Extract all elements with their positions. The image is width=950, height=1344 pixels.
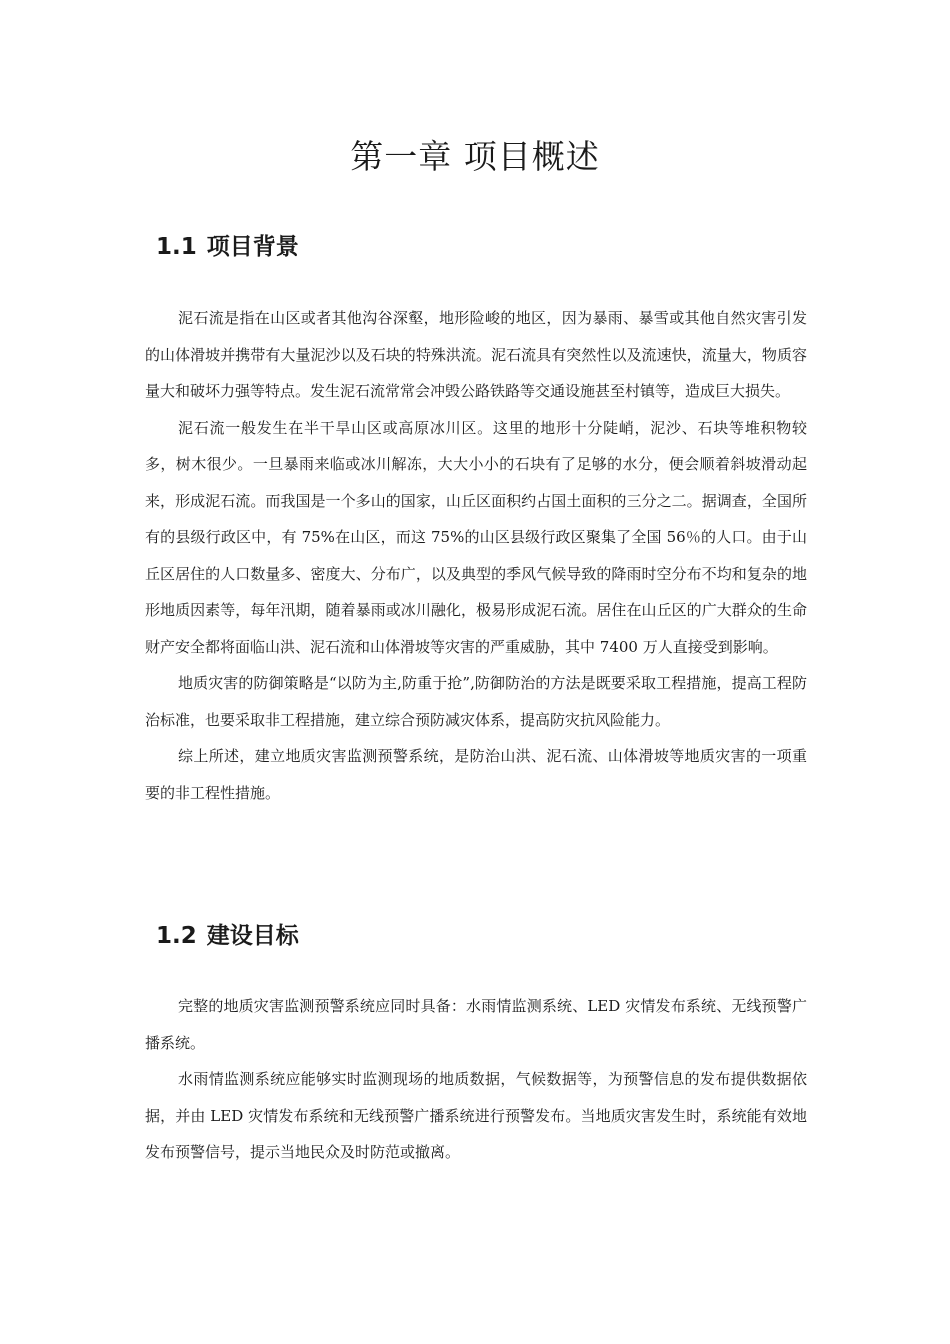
chapter-title: 第一章 项目概述 <box>350 137 600 176</box>
section-body-background <box>145 300 807 811</box>
section-title: 项目背景 <box>206 234 299 260</box>
section-heading-goals <box>156 921 299 951</box>
paragraph: 泥石流是指在山区或者其他沟谷深壑，地形险峻的地区，因为暴雨、暴雪或其他自然灾害引发的山体滑坡并携带有大量泥沙以及石块的特殊洪流。泥石流具有突然性以及流速快，流量大，物质容量大和破坏力强等特点。发生泥石流常常会冲毁公路铁路等交通设施甚至村镇等，造成巨大损失。 <box>145 309 807 400</box>
section-body-goals <box>145 988 807 1171</box>
paragraph: 泥石流一般发生在半干旱山区或高原冰川区。这里的地形十分陡峭，泥沙、石块等堆积物较多，树木很少。一旦暴雨来临或冰川解冻，大大小小的石块有了足够的水分，便会顺着斜坡滑动起来，形成泥石流。而我国是一个多山的国家，山丘区面积约占国土面积的三分之二。据调查，全国所有的县级行政区中，有 75%在山区，而这 75%的山区县级行政区聚集了全国 56％的人口。由于山丘区居住的人口数量多、密度大、分布广，以及典型的季风气候导致的降雨时空分布不均和复杂的地形地质因素等，每年汛期，随着暴雨或冰川融化，极易形成泥石流。居住在山丘区的广大群众的生命财产安全都将面临山洪、泥石流和山体滑坡等灾害的严重威胁，其中 7400 万人直接受到影响。 <box>145 418 807 656</box>
paragraph: 综上所述，建立地质灾害监测预警系统，是防治山洪、泥石流、山体滑坡等地质灾害的一项重要的非工程性措施。 <box>145 747 807 802</box>
section-heading-background <box>156 232 299 262</box>
paragraph: 地质灾害的防御策略是“以防为主,防重于抢”,防御防治的方法是既要采取工程措施，提高工程防治标准，也要采取非工程措施，建立综合预防减灾体系，提高防灾抗风险能力。 <box>145 674 807 729</box>
paragraph: 完整的地质灾害监测预警系统应同时具备：水雨情监测系统、LED 灾情发布系统、无线预警广播系统。 <box>145 997 807 1052</box>
paragraph: 水雨情监测系统应能够实时监测现场的地质数据，气候数据等，为预警信息的发布提供数据依据，并由 LED 灾情发布系统和无线预警广播系统进行预警发布。当地质灾害发生时，系统能有效地发布预警信号，提示当地民众及时防范或撤离。 <box>145 1070 807 1161</box>
section-number: 1.1 <box>156 234 197 260</box>
section-title: 建设目标 <box>206 923 299 949</box>
section-number: 1.2 <box>156 923 197 949</box>
